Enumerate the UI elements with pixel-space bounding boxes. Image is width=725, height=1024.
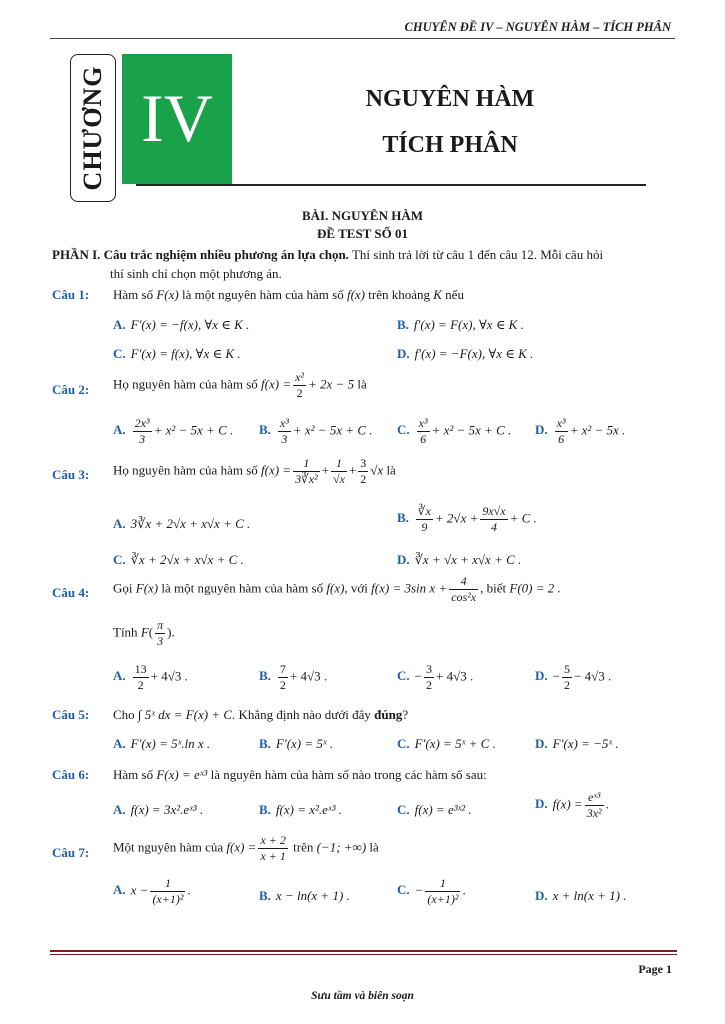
lesson-title: BÀI. NGUYÊN HÀM <box>302 208 423 223</box>
q2-text: Họ nguyên hàm của hàm số <box>113 376 258 392</box>
option-text: f′(x) = −F(x), ∀x ∈ K . <box>414 346 534 361</box>
q6-option-b[interactable] <box>259 802 342 818</box>
option-text: 3∛x + 2√x + x√x + C . <box>130 516 251 531</box>
option-letter: C. <box>397 736 410 751</box>
option-text: ∛x + √x + x√x + C . <box>414 552 522 567</box>
part-heading <box>52 245 677 283</box>
q2-tail: là <box>357 376 367 392</box>
q5-option-b[interactable] <box>259 736 333 752</box>
option-text: F′(x) = −5ˣ . <box>552 736 619 751</box>
question-4-text: Gọi F(x) là một nguyên hàm của hàm số f(x), với f(x) = 3sin x + $\frac{4}{\text{cos²x}}$ , biết F(0) = 2 . <box>113 574 561 604</box>
option-letter: D. <box>535 668 548 684</box>
option-letter: B. <box>397 510 409 526</box>
option-letter: D. <box>397 552 410 567</box>
option-letter: C. <box>397 802 410 817</box>
option-letter: A. <box>113 422 126 438</box>
option-text: − 4√3 . <box>573 668 612 684</box>
option-text: F′(x) = 5ˣ . <box>275 736 334 751</box>
option-letter: D. <box>535 422 548 438</box>
q3-fx: f(x) = <box>261 462 292 478</box>
q3-option-c[interactable] <box>113 552 244 568</box>
option-text: . <box>605 796 609 812</box>
option-letter: D. <box>535 736 548 751</box>
chapter-label-box <box>70 54 116 202</box>
q1-f: f(x) <box>346 287 366 302</box>
option-text: F′(x) = −f(x), ∀x ∈ K . <box>130 317 250 332</box>
question-6-label: Câu 6: <box>52 767 90 782</box>
q3-option-b[interactable]: B. $\frac{∛x}{9}$ + 2√x + $\frac{9x√x}{4}$ + C . <box>397 504 537 534</box>
option-letter: C. <box>113 346 126 361</box>
question-2-label: Câu 2: <box>52 382 90 397</box>
chapter-number-box <box>122 54 232 184</box>
part-label: PHẦN I. Câu trắc nghiệm nhiều phương án lựa chọn. <box>52 247 349 262</box>
test-title: ĐỀ TEST SỐ 01 <box>317 226 408 241</box>
option-letter: D. <box>397 346 410 361</box>
q4-option-c[interactable]: C. − $\frac{3}{2}$ + 4√3 . <box>397 662 474 692</box>
chapter-number: IV <box>141 80 213 156</box>
option-text: f′(x) = F(x), ∀x ∈ K . <box>413 317 524 332</box>
question-2-text <box>113 370 367 401</box>
option-text: F′(x) = f(x), ∀x ∈ K . <box>130 346 241 361</box>
header-divider <box>50 38 675 39</box>
q2-fx: f(x) = <box>261 376 292 392</box>
q4-option-d[interactable]: D. − $\frac{5}{2}$ − 4√3 . <box>535 662 612 692</box>
q5-option-d[interactable] <box>535 736 619 752</box>
option-letter: C. <box>397 668 410 684</box>
q7-option-d[interactable] <box>535 888 627 904</box>
q1-option-b[interactable] <box>397 317 524 333</box>
option-text: + C . <box>509 510 537 526</box>
option-letter: B. <box>259 668 271 684</box>
q3-option-d[interactable] <box>397 552 521 568</box>
question-1-label: Câu 1: <box>52 287 90 302</box>
q3-option-a[interactable] <box>113 516 250 532</box>
option-text: F′(x) = 5ˣ + C . <box>414 736 496 751</box>
part-instruction-1: Thí sinh trả lời từ câu 1 đến câu 12. Mỗi câu hỏi <box>351 247 604 262</box>
q2-option-b[interactable]: B. $\frac{\text{x³}}{3}$ + x² − 5x + C . <box>259 416 373 446</box>
option-letter: C. <box>397 882 410 898</box>
q5-option-c[interactable] <box>397 736 496 752</box>
q6-option-c[interactable] <box>397 802 472 818</box>
option-text: + 4√3 . <box>289 668 328 684</box>
option-letter: D. <box>535 796 548 812</box>
option-letter: C. <box>397 422 410 438</box>
q4-option-a[interactable]: A. $\frac{13}{2}$ + 4√3 . <box>113 662 188 692</box>
question-4-line2: Tính F( $\frac{\pi}{3}$ ). <box>113 618 175 648</box>
option-letter: B. <box>259 422 271 438</box>
part-instruction-2: thí sinh chỉ chọn một phương án. <box>110 266 282 281</box>
question-5-text: Cho ∫ 5ˣ dx = F(x) + C. Khẳng định nào dưới đây đúng? <box>113 707 409 722</box>
q1-option-c[interactable] <box>113 346 241 362</box>
option-letter: D. <box>535 888 548 903</box>
q1-text-d: nếu <box>445 287 464 302</box>
q1-option-d[interactable] <box>397 346 533 362</box>
option-letter: B. <box>259 888 271 903</box>
question-7-label: Câu 7: <box>52 845 90 860</box>
option-text: + x² − 5x + C . <box>431 422 512 438</box>
option-letter: A. <box>113 736 126 751</box>
q2-fraction: $\frac{\text{x²}}{2}$ <box>295 370 305 400</box>
q1-F: F(x) <box>156 287 179 302</box>
page-number: Page 1 <box>638 962 672 976</box>
chapter-underline <box>136 184 646 186</box>
q5-option-a[interactable] <box>113 736 210 752</box>
option-text: + x² − 5x + C . <box>153 422 234 438</box>
question-3-text: Họ nguyên hàm của hàm số f(x) = $\frac{1}{\text{3∛x²}}$ + $\frac{1}{√x}$ + $\frac{3}{2}$ √x là <box>113 456 396 486</box>
question-7-text: Một nguyên hàm của f(x) = $\frac{x + 2}{x + 1}$ trên (−1; +∞) là <box>113 833 379 863</box>
chapter-title-line2: TÍCH PHÂN <box>382 132 518 158</box>
option-letter: A. <box>113 668 126 684</box>
option-text: f(x) = x².eˣ³ . <box>275 802 342 817</box>
q7-option-c[interactable]: C. − $\frac{1}{\text{(x+1)²}}$ . <box>397 876 466 906</box>
q1-option-a[interactable] <box>113 317 249 333</box>
option-text: F′(x) = 5ˣ.ln x . <box>130 736 211 751</box>
q1-text-a: Hàm số <box>113 287 154 302</box>
option-letter: A. <box>113 317 126 332</box>
option-text: . <box>462 882 466 898</box>
option-text: + x² − 5x + C . <box>292 422 373 438</box>
option-text: + x² − 5x . <box>569 422 626 438</box>
option-letter: A. <box>113 802 126 817</box>
option-text: ∛x + 2√x + x√x + C . <box>130 552 244 567</box>
running-header: CHUYÊN ĐỀ IV – NGUYÊN HÀM – TÍCH PHÂN <box>404 20 671 34</box>
option-text: f(x) = e³ˣ² . <box>414 802 472 817</box>
option-letter: B. <box>259 736 271 751</box>
q6-option-d[interactable]: D. f(x) = $\frac{\text{eˣ³}}{\text{3x²}}$ . <box>535 790 609 820</box>
question-4-label: Câu 4: <box>52 585 90 600</box>
q2-option-d[interactable]: D. $\frac{\text{x³}}{6}$ + x² − 5x . <box>535 416 626 446</box>
chapter-label: CHƯƠNG <box>78 65 107 191</box>
option-text: . <box>187 882 191 898</box>
footer-note: Sưu tầm và biên soạn <box>311 990 414 1002</box>
option-letter: A. <box>113 516 126 531</box>
question-6-text: Hàm số F(x) = eˣ³ là nguyên hàm của hàm số nào trong các hàm số sau: <box>113 767 487 782</box>
question-5-label: Câu 5: <box>52 707 90 722</box>
chapter-title-line1: NGUYÊN HÀM <box>365 86 535 112</box>
option-text: x + ln(x + 1) . <box>552 888 627 903</box>
q3-text: Họ nguyên hàm của hàm số <box>113 462 258 478</box>
option-text: f(x) = 3x².eˣ³ . <box>130 802 204 817</box>
q1-K: K <box>433 287 442 302</box>
option-text: x − ln(x + 1) . <box>275 888 350 903</box>
option-letter: B. <box>259 802 271 817</box>
q6-option-a[interactable] <box>113 802 203 818</box>
q3-tail: là <box>386 462 396 478</box>
q2-option-c[interactable]: C. $\frac{\text{x³}}{6}$ + x² − 5x + C . <box>397 416 512 446</box>
q2-rest: + 2x − 5 <box>308 376 355 392</box>
option-letter: C. <box>113 552 126 567</box>
q1-text-b: là một nguyên hàm của hàm số <box>181 287 344 302</box>
option-text: + 4√3 . <box>150 668 188 684</box>
footer-divider-thin <box>50 954 677 955</box>
footer-divider <box>50 950 677 952</box>
option-letter: B. <box>397 317 409 332</box>
q2-option-a[interactable]: A. $\frac{\text{2x³}}{3}$ + x² − 5x + C . <box>113 416 234 446</box>
q7-option-a[interactable]: A. x − $\frac{1}{\text{(x+1)²}}$ . <box>113 876 191 906</box>
question-3-label: Câu 3: <box>52 467 90 482</box>
option-letter: A. <box>113 882 126 898</box>
q7-option-b[interactable] <box>259 888 350 904</box>
option-text: + 4√3 . <box>435 668 474 684</box>
q1-text-c: trên khoảng <box>368 287 430 302</box>
question-1-text <box>113 287 464 303</box>
q4-option-b[interactable]: B. $\frac{7}{2}$ + 4√3 . <box>259 662 328 692</box>
